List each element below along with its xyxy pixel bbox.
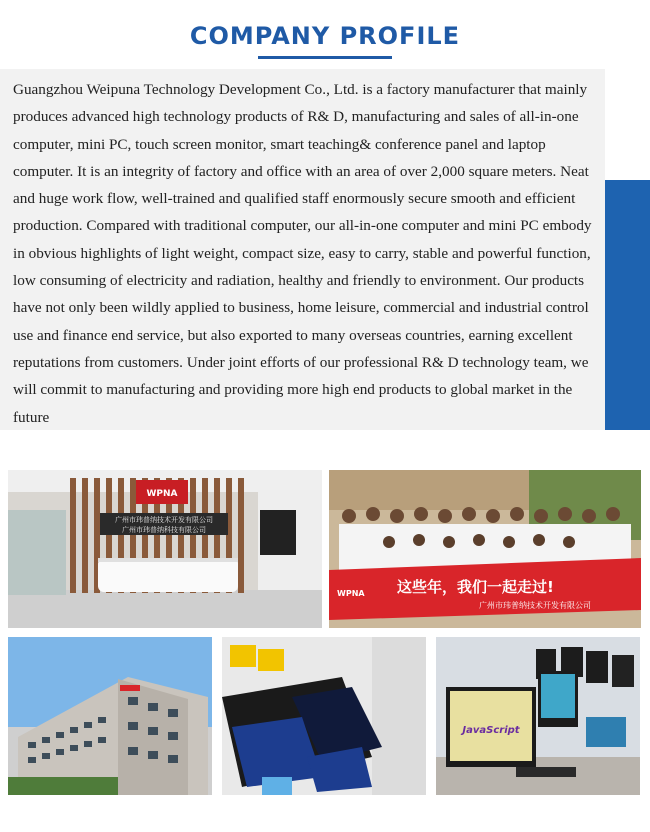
page-title: COMPANY PROFILE bbox=[189, 22, 461, 50]
team-banner-sub: 广州市玮普纳技术开发有限公司 bbox=[479, 601, 591, 610]
computer-lab-photo bbox=[436, 637, 640, 795]
circuit-board-production-photo bbox=[222, 637, 426, 795]
office-sign-line2: 广州市玮普纳科技有限公司 bbox=[122, 526, 206, 534]
profile-text-card bbox=[0, 69, 605, 430]
lab-screen-text: JavaScript bbox=[462, 725, 520, 736]
team-group-photo bbox=[329, 470, 641, 628]
team-banner-logo: WPNA bbox=[337, 589, 365, 598]
office-sign-line1: 广州市玮普纳技术开发有限公司 bbox=[115, 516, 213, 524]
title-underline bbox=[258, 56, 392, 59]
team-banner-main: 这些年，我们一起走过! bbox=[397, 578, 554, 596]
office-reception-photo bbox=[8, 470, 322, 628]
office-logo-text: WPNA bbox=[146, 489, 178, 499]
profile-paragraph: Guangzhou Weipuna Technology Development Co., Ltd. is a factory manufacturer that mainly produces advanced high technology products of R& D, manufacturing and sales of all-in-one computer, mini PC, touch screen monitor, smart teaching& conference panel and laptop computer. It is an integrity of factory and office with an area of over 2,000 square meters. Neat and huge work flow, well-trained and qualified staff enormously secure smooth and efficient production. Compared with traditional computer, our all-in-one computer and mini PC embody in obvious highlights of light weight, compact size, easy to carry, stable and powerful function, low consuming of electricity and radiation, healthy and friendly to environment. Our products have not only been wildly applied to business, home leisure, commercial and industrial control use and finance end service, but also exported to many overseas countries, earning excellent reputations from customers. Under joint efforts of our professional R& D technology team, we will commit to manufacturing and providing more high end products to global market in the future bbox=[13, 81, 592, 426]
factory-building-photo bbox=[8, 637, 212, 795]
